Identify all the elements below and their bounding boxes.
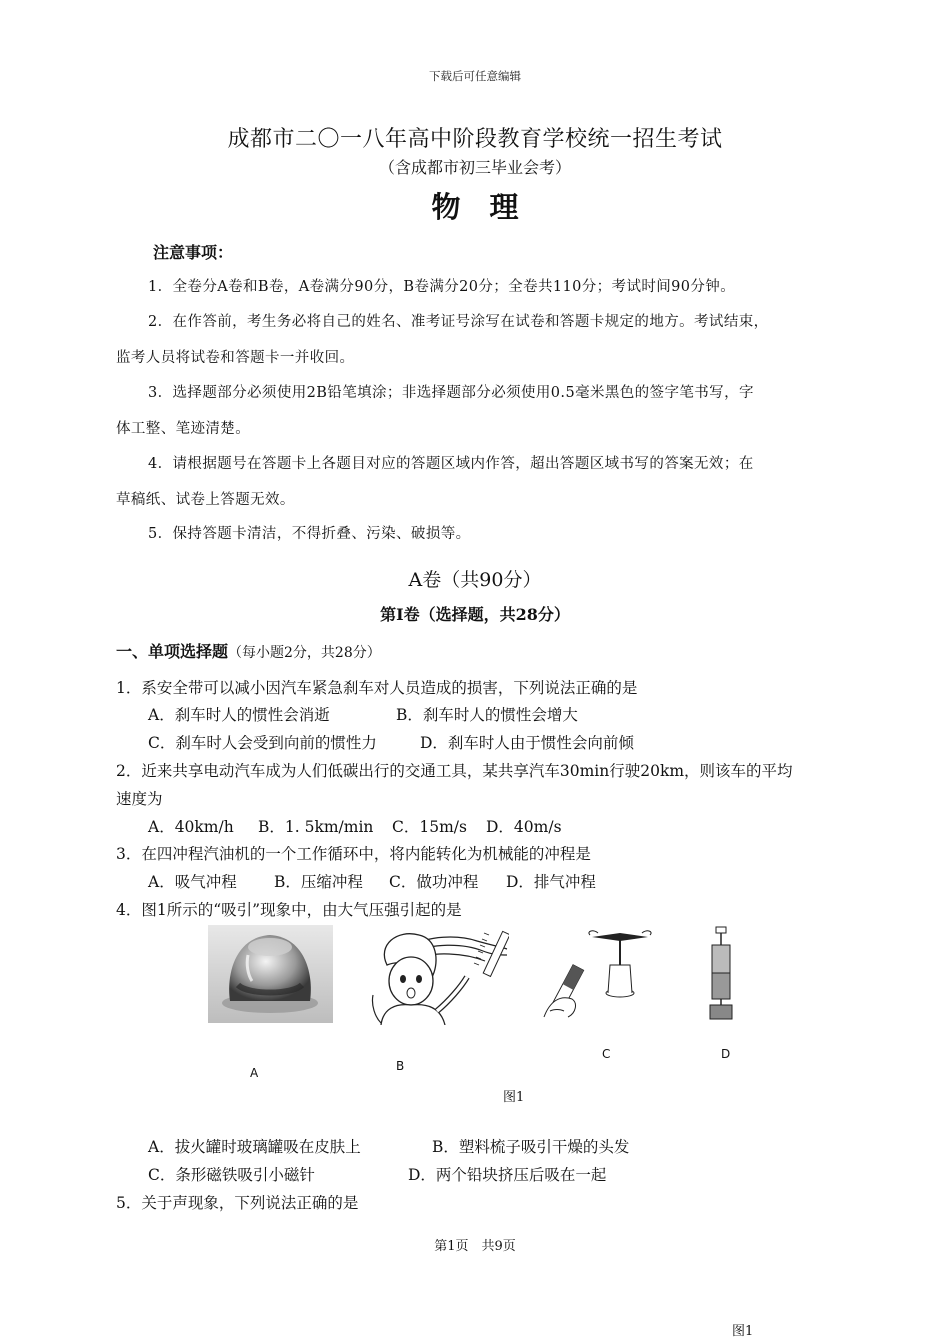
notice-line-2b: 监考人员将试卷和答题卡一并收回。 <box>116 350 355 366</box>
notice-line-4b: 草稿纸、试卷上答题无效。 <box>116 492 295 508</box>
q4-stem: 4．图1所示的“吸引”现象中，由大气压强引起的是 <box>116 901 462 919</box>
figure-caption: 图1 <box>503 1090 525 1105</box>
fig-label-d: D <box>721 1047 731 1061</box>
section-1-heading: 第Ⅰ卷（选择题，共28分） <box>380 605 570 624</box>
q3-option-a: A．吸气冲程 <box>148 873 237 891</box>
exam-subject: 物 理 <box>431 190 519 224</box>
fig-label-a: A <box>250 1066 259 1080</box>
q2-stem: 2．近来共享电动汽车成为人们低碳出行的交通工具，某共享汽车30min行驶20km，则该车的平均 <box>116 762 793 780</box>
fig-label-c: C <box>602 1047 611 1061</box>
notice-line-3b: 体工整、笔迹清楚。 <box>116 421 251 437</box>
part1-title: 一、单项选择题 <box>116 642 229 661</box>
q3-option-c: C．做功冲程 <box>389 873 479 891</box>
girl-comb-image <box>367 925 509 1025</box>
q3-option-b: B．压缩冲程 <box>274 873 363 891</box>
q4-option-a: A．拔火罐时玻璃罐吸在皮肤上 <box>148 1138 361 1156</box>
lead-blocks-image <box>702 925 742 1025</box>
part1-heading <box>116 639 381 662</box>
notice-heading: 注意事项： <box>153 243 234 262</box>
download-note: 下载后可任意编辑 <box>429 69 521 83</box>
notice-line-2: 2．在作答前，考生务必将自己的姓名、准考证号涂写在试卷和答题卡规定的地方。考试结束， <box>148 314 769 330</box>
part1-sub: （每小题2分，共28分） <box>228 645 381 661</box>
notice-line-5: 5．保持答题卡清洁，不得折叠、污染、破损等。 <box>148 526 471 542</box>
q2-option-d: D．40m/s <box>486 818 562 836</box>
q1-option-b: B．刹车时人的惯性会增大 <box>396 706 578 724</box>
q1-option-d: D．刹车时人由于惯性会向前倾 <box>420 734 634 752</box>
q4-option-d: D．两个铅块挤压后吸在一起 <box>408 1166 607 1184</box>
exam-subtitle: （含成都市初三毕业会考） <box>378 158 571 177</box>
q2-option-c: C．15m/s <box>392 818 467 836</box>
q2-option-a: A．40km/h <box>148 818 234 836</box>
magnet-needle-image <box>540 925 660 1025</box>
notice-line-1: 1．全卷分A卷和B卷，A卷满分90分，B卷满分20分；全卷共110分；考试时间90分钟。 <box>148 279 736 295</box>
q2-stem-cont: 速度为 <box>116 790 163 808</box>
q2-option-b: B．1. 5km/min <box>258 818 374 836</box>
q4-option-b: B．塑料梳子吸引干燥的头发 <box>432 1138 630 1156</box>
exam-title: 成都市二〇一八年高中阶段教育学校统一招生考试 <box>227 127 723 152</box>
q3-option-d: D．排气冲程 <box>506 873 596 891</box>
corner-figure-label: 图1 <box>732 1324 754 1339</box>
q1-option-c: C．刹车时人会受到向前的惯性力 <box>148 734 377 752</box>
q4-option-c: C．条形磁铁吸引小磁针 <box>148 1166 315 1184</box>
notice-line-3: 3．选择题部分必须使用2B铅笔填涂；非选择题部分必须使用0.5毫米黑色的签字笔书写，字 <box>148 385 754 401</box>
cupping-jar-image <box>208 925 333 1023</box>
q1-stem: 1．系安全带可以减小因汽车紧急刹车对人员造成的损害，下列说法正确的是 <box>116 679 638 697</box>
page-number: 第1页 共9页 <box>434 1239 516 1254</box>
q5-stem: 5．关于声现象，下列说法正确的是 <box>116 1194 359 1212</box>
section-a-heading: A卷（共90分） <box>408 569 542 591</box>
notice-line-4: 4．请根据题号在答题卡上各题目对应的答题区域内作答，超出答题区域书写的答案无效；在 <box>148 456 754 472</box>
q3-stem: 3．在四冲程汽油机的一个工作循环中，将内能转化为机械能的冲程是 <box>116 845 591 863</box>
q1-option-a: A．刹车时人的惯性会消逝 <box>148 706 330 724</box>
fig-label-b: B <box>396 1059 405 1073</box>
